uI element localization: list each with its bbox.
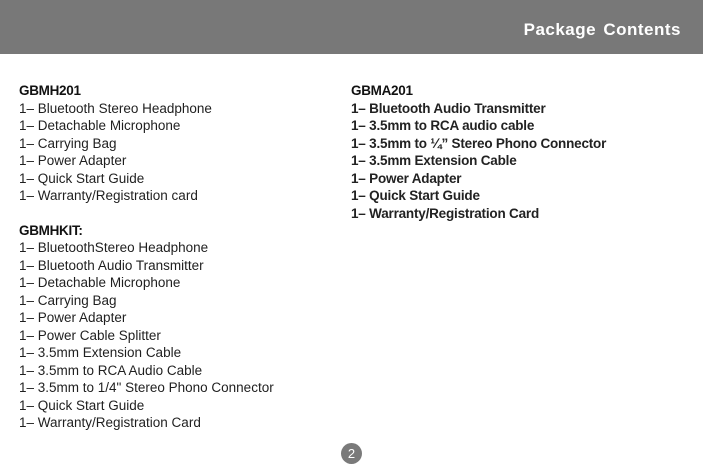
list-item: 1– Warranty/Registration card (19, 188, 198, 203)
list-item: 1– BluetoothStereo Headphone (19, 240, 209, 255)
gbma201-list (351, 100, 691, 223)
list-item: 1– 3.5mm Extension Cable (351, 153, 517, 168)
list-item: 1– Bluetooth Audio Transmitter (19, 257, 204, 273)
group-spacer (19, 205, 339, 222)
group-title-gbma201: GBMA201 (351, 83, 413, 98)
list-item: 1– Detachable Microphone (19, 275, 181, 290)
list-item: 1– Power Cable Splitter (19, 327, 161, 343)
group-title-gbmh201: GBMH201 (19, 83, 81, 98)
list-item: 1– 3.5mm Extension Cable (19, 345, 182, 360)
list-item: 1– Power Adapter (19, 310, 127, 325)
list-item: 1– Quick Start Guide (19, 170, 145, 186)
list-item: 1– Bluetooth Audio Transmitter (351, 100, 546, 116)
page-title: Package Contents (523, 20, 681, 39)
right-column (351, 82, 691, 222)
page-number-badge: 2 (341, 443, 362, 464)
group-title-gbmhkit: GBMHKIT: (19, 222, 83, 238)
list-item: 1– Warranty/Registration Card (19, 415, 201, 430)
left-column (19, 82, 339, 432)
gbmhkit-list (19, 239, 339, 432)
list-item: 1– Power Adapter (19, 153, 127, 168)
list-item: 1– Bluetooth Stereo Headphone (19, 100, 212, 116)
list-item: 1– Quick Start Guide (19, 397, 145, 413)
list-item: 1– 3.5mm to ¼” Stereo Phono Connector (351, 135, 607, 151)
list-item: 1– Detachable Microphone (19, 118, 181, 133)
list-item: 1– Carrying Bag (19, 135, 117, 151)
list-item: 1– 3.5mm to RCA Audio Cable (19, 362, 203, 378)
list-item: 1– 3.5mm to 1/4" Stereo Phono Connector (19, 380, 274, 395)
list-item: 1– Quick Start Guide (351, 188, 480, 203)
list-item: 1– Carrying Bag (19, 292, 117, 308)
header-bar (0, 0, 703, 54)
list-item: 1– Power Adapter (351, 170, 462, 186)
gbmh201-list (19, 100, 339, 205)
list-item: 1– Warranty/Registration Card (351, 205, 539, 221)
list-item: 1– 3.5mm to RCA audio cable (351, 118, 535, 133)
